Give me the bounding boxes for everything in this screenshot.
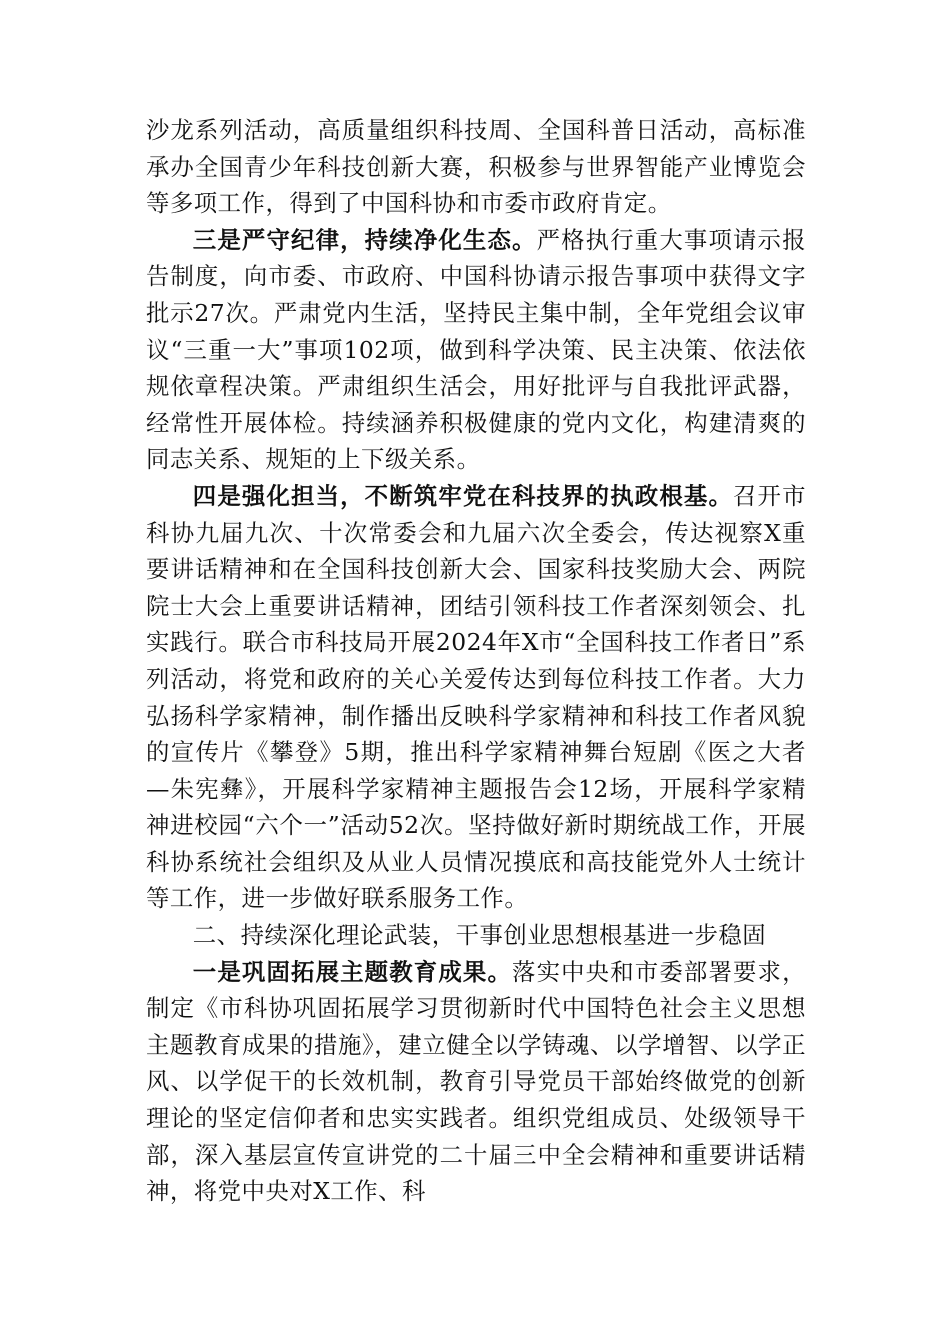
- paragraph-discipline: [146, 222, 806, 478]
- paragraph-continuation: [146, 112, 806, 222]
- paragraph-theme-education: [146, 954, 806, 1210]
- section-heading-text: 二、持续深化理论武装，干事创业思想根基进一步稳固: [192, 921, 767, 950]
- document-page: [146, 112, 806, 1210]
- paragraph-text: 严格执行重大事项请示报告制度，向市委、市政府、中国科协请示报告事项中获得文字批示27次。严肃党内生活，坚持民主集中制，全年党组会议审议“三重一大”事项102项，做到科学决策、民主决策、依法依规依章程决策。严肃组织生活会，用好批评与自我批评武器，经常性开展体检。持续涵养积极健康的党内文化，构建清爽的同志关系、规矩的上下级关系。: [146, 225, 806, 474]
- paragraph-text: 召开市科协九届九次、十次常委会和九届六次全委会，传达视察X重要讲话精神和在全国科技创新大会、国家科技奖励大会、两院院士大会上重要讲话精神，团结引领科技工作者深刻领会、扎实践行。联合市科技局开展2024年X市“全国科技工作者日”系列活动，将党和政府的关心关爱传达到每位科技工作者。大力弘扬科学家精神，制作播出反映科学家精神和科技工作者风貌的宣传片《攀登》5期，推出科学家精神舞台短剧《医之大者—朱宪彝》，开展科学家精神主题报告会12场，开展科学家精神进校园“六个一”活动52次。坚持做好新时期统战工作，开展科协系统社会组织及从业人员情况摸底和高技能党外人士统计等工作，进一步做好联系服务工作。: [146, 481, 806, 913]
- paragraph-lead: 三是严守纪律，持续净化生态。: [192, 225, 537, 254]
- section-heading: [146, 917, 806, 954]
- paragraph-text: 沙龙系列活动，高质量组织科技周、全国科普日活动，高标准承办全国青少年科技创新大赛，积极参与世界智能产业博览会等多项工作，得到了中国科协和市委市政府肯定。: [146, 116, 806, 218]
- paragraph-lead: 四是强化担当，不断筑牢党在科技界的执政根基。: [192, 481, 733, 510]
- paragraph-responsibility: [146, 478, 806, 917]
- paragraph-text: 落实中央和市委部署要求，制定《市科协巩固拓展学习贯彻新时代中国特色社会主义思想主题教育成果的措施》，建立健全以学铸魂、以学增智、以学正风、以学促干的长效机制，教育引导党员干部始终做党的创新理论的坚定信仰者和忠实实践者。组织党组成员、处级领导干部，深入基层宣传宣讲党的二十届三中全会精神和重要讲话精神，将党中央对X工作、科: [146, 957, 807, 1206]
- paragraph-lead: 一是巩固拓展主题教育成果。: [192, 957, 513, 986]
